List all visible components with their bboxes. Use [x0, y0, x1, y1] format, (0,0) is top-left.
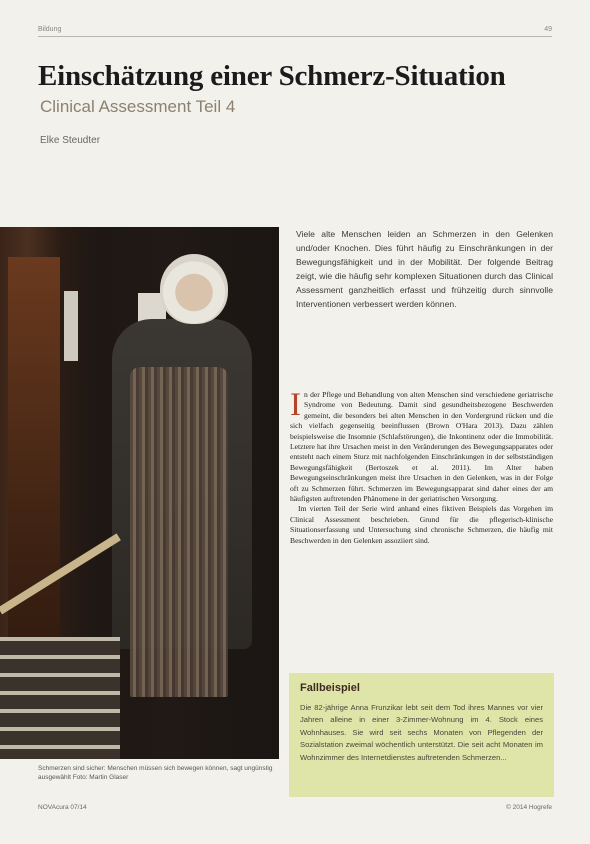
- body-paragraph-2: Im vierten Teil der Serie wird anhand eines fiktiven Beispiels das Vorgehen im Clinical Assessment beschrieben. Grund für die pflegerisch-klinische Situationserfassung und Untersuchung sind chronische Schmerzen, die häufig mit Beschwerden in den Gelenken assoziiert sind.: [290, 504, 553, 545]
- body-paragraph-1: [290, 387, 553, 504]
- drop-cap: I: [290, 387, 301, 423]
- photo-stairs: [0, 637, 120, 759]
- article-lead: Viele alte Menschen leiden an Schmerzen in den Gelenken und/oder Knochen. Dies führt häufig zu Einschränkungen in der Bewegungsfähigkeit und in der Mobilität. Der folgende Beitrag zeigt, wie die häufig sehr komplexen Situationen durch das Clinical Assessment ganzheitlich erfasst und frühzeitig durch sinnvolle Interventionen verbessert werden können.: [296, 229, 553, 310]
- running-head: Bildung: [38, 26, 62, 33]
- article-title: Einschätzung einer Schmerz-Situation: [38, 60, 506, 92]
- page-number: 49: [544, 26, 552, 33]
- photo-window-left: [64, 291, 78, 361]
- footer-journal: NOVAcura 07/14: [38, 804, 87, 811]
- article-subtitle: Clinical Assessment Teil 4: [40, 97, 236, 116]
- article-body: [290, 387, 553, 546]
- photo-figure-head: [160, 254, 228, 324]
- header-rule: [38, 36, 552, 37]
- footer-copyright: © 2014 Hogrefe: [506, 804, 552, 811]
- body-paragraph-1-text: n der Pflege und Behandlung von alten Menschen sind verschiedene geriatrische Syndrome von Bedeutung. Damit sind gesundheitsbezogene Beschwerden gemeint, die besonders bei alten Menschen in den Vordergrund rücken und die sich vielfach gegenseitig beeinflussen (Brown O'Hara 2013). Dazu zählen beispielsweise die Insomnie (Schlafstörungen), die Inkontinenz oder die Immobilität. Letztere hat ihre Ursachen meist in den Veränderungen des Bewegungsapparates oder entsteht nach einem Sturz mit nachfolgenden Einschränkungen in der selbstständigen Bewegungsfähigkeit (Bertoszek et al. 2011). Im Alter haben Bewegungseinschränkungen meist ihre Ursachen in den Gelenken, was in der Folge oft zu Schmerzen führt. Schmerzen im Bewegungsapparat sind daher eines der am häufigsten auftretenden Phänomene in der geriatrischen Versorgung.: [290, 390, 553, 504]
- article-photo: [0, 227, 279, 759]
- fallbeispiel-box: [289, 673, 554, 797]
- fallbeispiel-title: Fallbeispiel: [300, 682, 360, 694]
- article-author: Elke Steudter: [40, 135, 101, 146]
- fallbeispiel-text: Die 82-jährige Anna Frunzikar lebt seit dem Tod ihres Mannes vor vier Jahren alleine in einer 3-Zimmer-Wohnung im 4. Stock eines Wohnhauses. Sie wird seit sechs Monaten von Pflegenden der Sozialstation zweimal wöchentlich unterstützt. Die seit acht Monaten im Wohnzimmer des Internetdienstes auftretenden Schmerzen...: [300, 703, 543, 762]
- photo-caption: Schmerzen sind sicher: Menschen müssen sich bewegen können, sagt ungünstig ausgewählt Foto: Martin Glaser: [38, 765, 273, 781]
- photo-figure-apron: [130, 367, 228, 697]
